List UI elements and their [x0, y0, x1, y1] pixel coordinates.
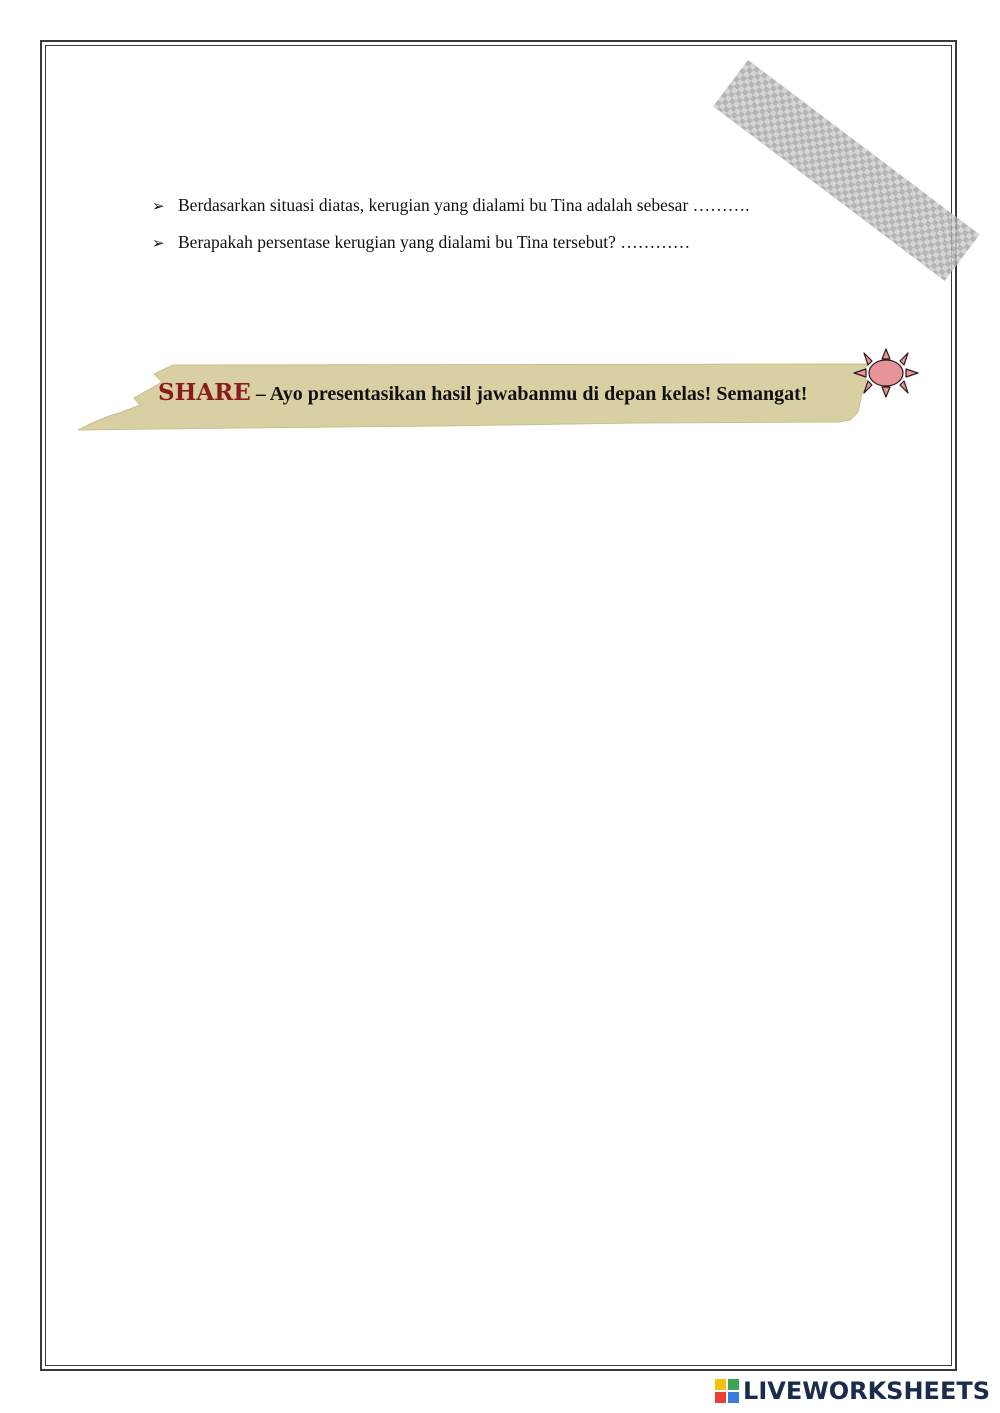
- question-text: Berapakah persentase kerugian yang dialami bu Tina tersebut? …………: [178, 232, 691, 252]
- question-item: [152, 187, 750, 224]
- share-banner-text: [158, 379, 807, 406]
- arrow-bullet-icon: ➢: [152, 197, 165, 215]
- arrow-bullet-icon: ➢: [152, 234, 165, 252]
- liveworksheets-brand: [715, 1377, 990, 1405]
- liveworksheets-wordmark: LIVEWORKSHEETS: [743, 1377, 990, 1405]
- liveworksheets-logo-icon: [715, 1379, 739, 1403]
- question-item: [152, 224, 750, 261]
- share-keyword: SHARE: [158, 379, 251, 406]
- question-text: Berdasarkan situasi diatas, kerugian yang dialami bu Tina adalah sebesar ……….: [178, 195, 750, 215]
- share-banner: [78, 360, 878, 432]
- share-instruction: – Ayo presentasikan hasil jawabanmu di depan kelas! Semangat!: [250, 383, 808, 405]
- sun-icon: [852, 345, 922, 401]
- question-list: [152, 187, 750, 261]
